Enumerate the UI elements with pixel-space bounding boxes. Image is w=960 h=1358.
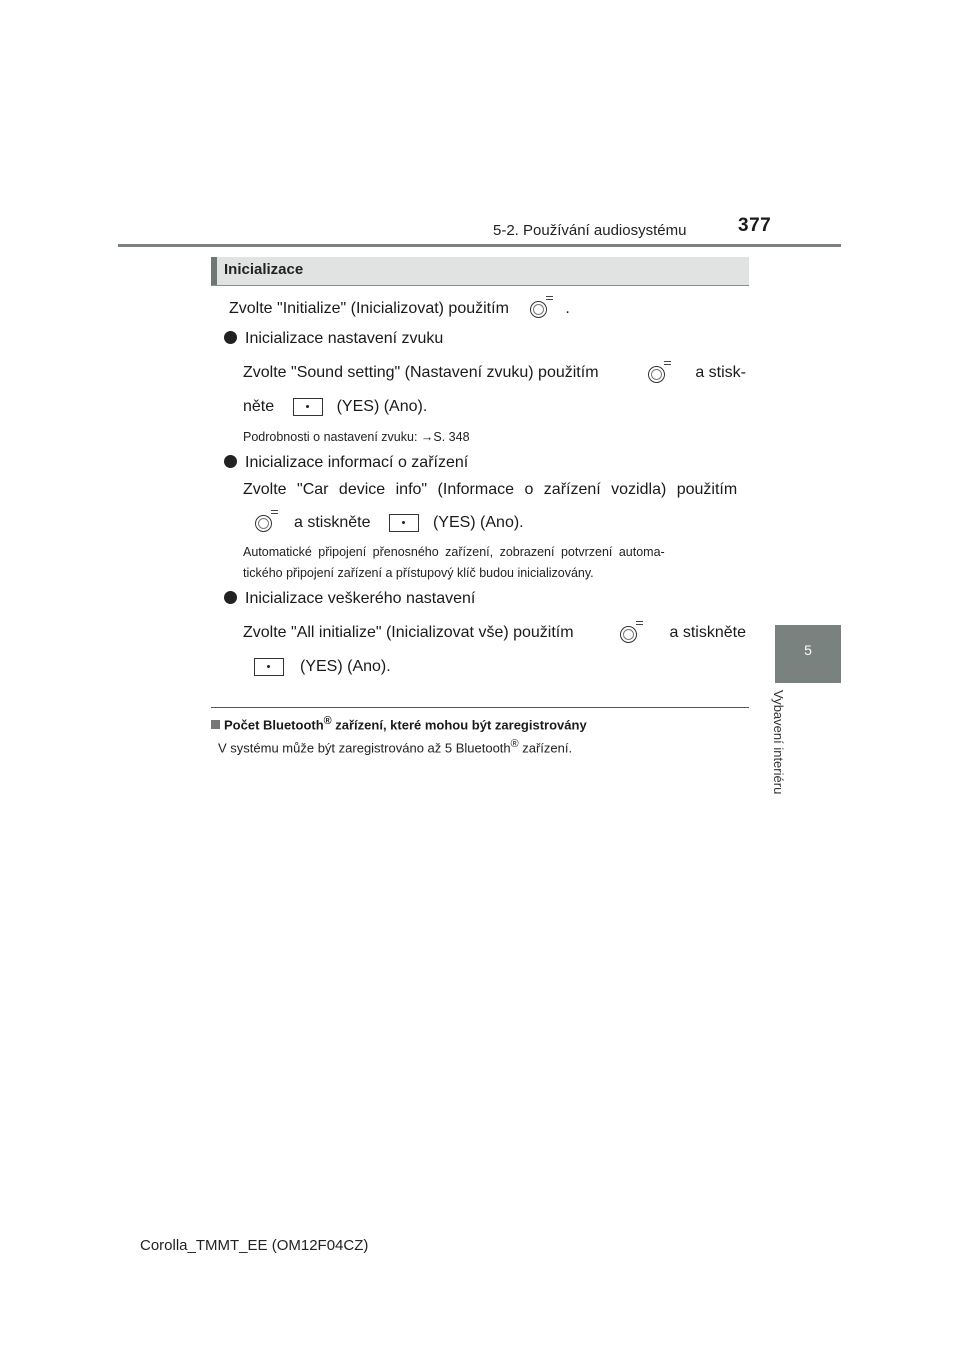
note-body: V systému může být zaregistrováno až 5 Bluetooth® zařízení.: [218, 738, 573, 756]
chapter-tab: 5: [775, 625, 841, 683]
bullet-icon: [224, 331, 237, 344]
page-number: 377: [738, 215, 772, 236]
note-title: Počet Bluetooth® zařízení, které mohou být zaregistrovány: [211, 715, 587, 732]
tune-knob-icon: [619, 623, 641, 645]
bullet-icon: [224, 591, 237, 604]
section-title-bar: [211, 257, 749, 286]
item-heading-sound: Inicializace nastavení zvuku: [224, 330, 443, 348]
tune-knob-icon: [529, 298, 551, 320]
item-device-line2: a stiskněte (YES) (Ano).: [254, 512, 524, 534]
bullet-icon: [224, 455, 237, 468]
section-title: Inicializace: [224, 261, 304, 278]
item-device-note-1: Automatické připojení přenosného zařízení, zobrazení potvrzení automa-: [243, 545, 665, 559]
item-all-line2: (YES) (Ano).: [254, 658, 391, 676]
footer-model: Corolla_TMMT_EE (OM12F04CZ): [140, 1237, 369, 1254]
tune-knob-icon: [254, 512, 276, 534]
item-all-line1: Zvolte "All initialize" (Inicializovat vše) použitím a stiskněte: [243, 624, 748, 642]
enter-button-icon: [389, 514, 419, 532]
item-device-line1: Zvolte "Car device info" (Informace o zařízení vozidla) použitím: [243, 481, 738, 498]
running-header-section: 5-2. Používání audiosystému: [493, 222, 687, 239]
item-sound-line2: něte (YES) (Ano).: [243, 398, 428, 416]
item-sound-line1: Zvolte "Sound setting" (Nastavení zvuku) použitím a stisk-: [243, 364, 748, 382]
intro-line: Zvolte "Initialize" (Inicializovat) použitím .: [229, 298, 570, 320]
note-square-icon: [211, 720, 220, 729]
enter-button-icon: [293, 398, 323, 416]
enter-button-icon: [254, 658, 284, 676]
item-sound-note: Podrobnosti o nastavení zvuku: →S. 348: [243, 430, 470, 444]
header-rule: [118, 244, 841, 247]
item-device-note-2: tického připojení zařízení a přístupový klíč budou inicializovány.: [243, 566, 594, 580]
item-heading-all: Inicializace veškerého nastavení: [224, 590, 475, 608]
chapter-tab-label: Vybavení interiéru: [771, 690, 786, 795]
tune-knob-icon: [647, 363, 669, 385]
item-heading-device: Inicializace informací o zařízení: [224, 454, 468, 472]
title-accent: [211, 257, 217, 285]
note-separator: [211, 707, 749, 708]
